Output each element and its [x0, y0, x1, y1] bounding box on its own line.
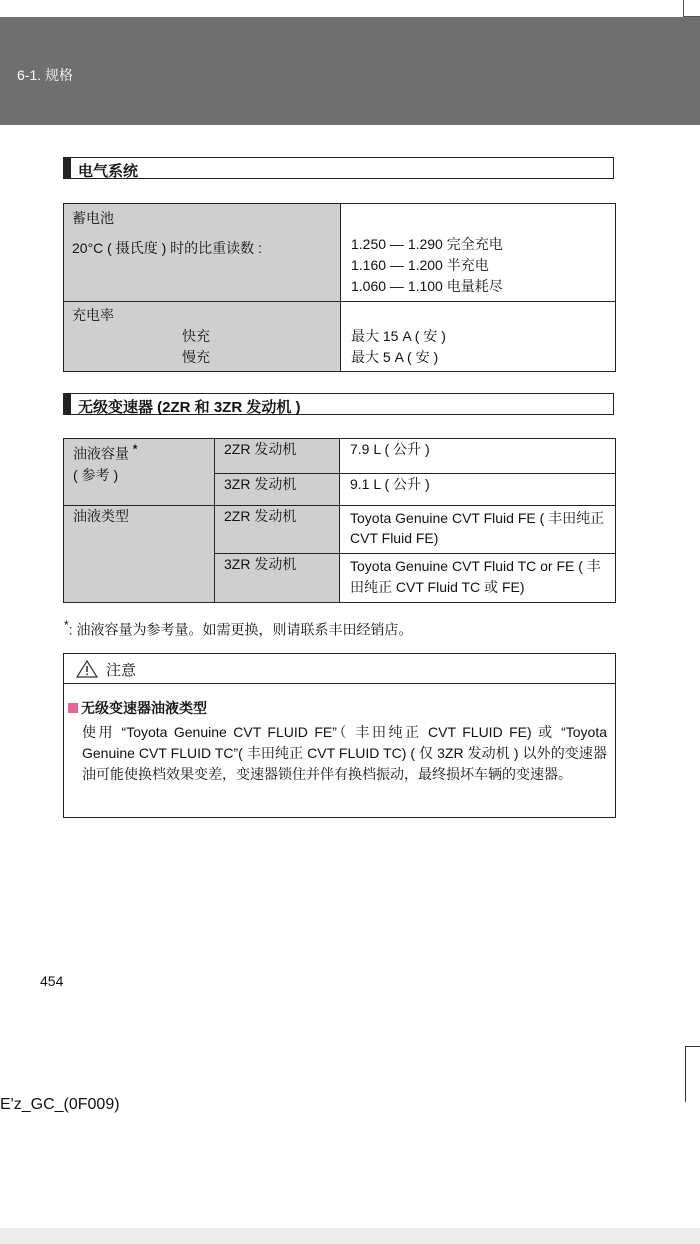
- footnote-mark: *: [64, 618, 69, 632]
- engine-2zr-cell: 2ZR 发动机: [215, 439, 340, 474]
- caution-box: [63, 653, 616, 818]
- section-heading-cvt: [63, 393, 614, 415]
- charge-rate-cell: [64, 302, 341, 372]
- section-title: 无级变速器 (2ZR 和 3ZR 发动机 ): [78, 399, 301, 416]
- footnote: [64, 618, 412, 640]
- warning-triangle-icon: [76, 660, 98, 683]
- type-3zr-cell: Toyota Genuine CVT Fluid TC or FE ( 丰田纯正 CVT Fluid TC 或 FE): [340, 554, 616, 603]
- section-title: 电气系统: [78, 163, 139, 180]
- gravity-value: 1.160 — 1.200 半充电: [351, 257, 489, 273]
- slow-label: 慢充: [182, 349, 210, 365]
- page-tab-mark: [685, 1046, 700, 1102]
- bottom-strip: [0, 1228, 700, 1244]
- document-code: E'z_GC_(0F009): [0, 1096, 120, 1113]
- caution-subtitle: [68, 698, 207, 718]
- chapter-title: 6-1. 规格: [17, 67, 74, 83]
- fast-value: 最大 15 A ( 安 ): [351, 328, 446, 344]
- battery-label: 蓄电池: [72, 210, 114, 226]
- type-2zr-cell: Toyota Genuine CVT Fluid FE ( 丰田纯正 CVT Fluid FE): [340, 506, 616, 554]
- engine-3zr-cell: 3ZR 发动机: [215, 554, 340, 603]
- gravity-values-cell: [341, 204, 616, 302]
- heading-bar: [64, 158, 71, 178]
- electrical-spec-table: [63, 203, 616, 372]
- crop-mark: [683, 0, 684, 17]
- capacity-note: ( 参考 ): [73, 466, 119, 483]
- caution-title: 注意: [106, 662, 137, 679]
- battery-cell: [64, 204, 341, 302]
- caution-header: [64, 654, 615, 684]
- capacity-label: 油液容量: [73, 445, 129, 462]
- slow-value: 最大 5 A ( 安 ): [351, 349, 439, 365]
- capacity-3zr-cell: 9.1 L ( 公升 ): [340, 474, 616, 506]
- capacity-mark: *: [132, 443, 138, 456]
- fast-label: 快充: [182, 328, 210, 344]
- section-heading-electrical: [63, 157, 614, 179]
- table-row: [64, 302, 616, 372]
- chapter-header: [0, 17, 700, 125]
- footnote-text: : 油液容量为参考量。如需更换，则请联系丰田经销店。: [68, 621, 413, 638]
- charge-label: 充电率: [72, 307, 114, 323]
- engine-2zr-cell: 2ZR 发动机: [215, 506, 340, 554]
- caution-body: 使用 “Toyota Genuine CVT FLUID FE”（ 丰田纯正 CVT FLUID FE) 或 “Toyota Genuine CVT FLUID TC”( 丰田纯正 CVT FLUID TC) ( 仅 3ZR 发动机 ) 以外的变速器油可能使换档效果变差，变速器锁住并伴有换档振动，最终损坏车辆的变速器。: [82, 724, 607, 782]
- table-row: [64, 439, 616, 474]
- capacity-2zr-cell: 7.9 L ( 公升 ): [340, 439, 616, 474]
- heading-bar: [64, 394, 71, 414]
- gravity-value: 1.250 — 1.290 完全充电: [351, 236, 503, 252]
- capacity-label-cell: [64, 439, 215, 506]
- cvt-spec-table: [63, 438, 616, 603]
- bullet-square-icon: [68, 703, 78, 713]
- table-row: [64, 204, 616, 302]
- gravity-value: 1.060 — 1.100 电量耗尽: [351, 278, 503, 294]
- gravity-label: 20°C ( 摄氏度 ) 时的比重读数 :: [72, 240, 262, 256]
- table-row: [64, 506, 616, 554]
- charge-values-cell: [341, 302, 616, 372]
- type-label-cell: 油液类型: [64, 506, 215, 603]
- engine-3zr-cell: 3ZR 发动机: [215, 474, 340, 506]
- caution-subtitle-text: 无级变速器油液类型: [81, 700, 207, 716]
- page-number: 454: [40, 973, 64, 989]
